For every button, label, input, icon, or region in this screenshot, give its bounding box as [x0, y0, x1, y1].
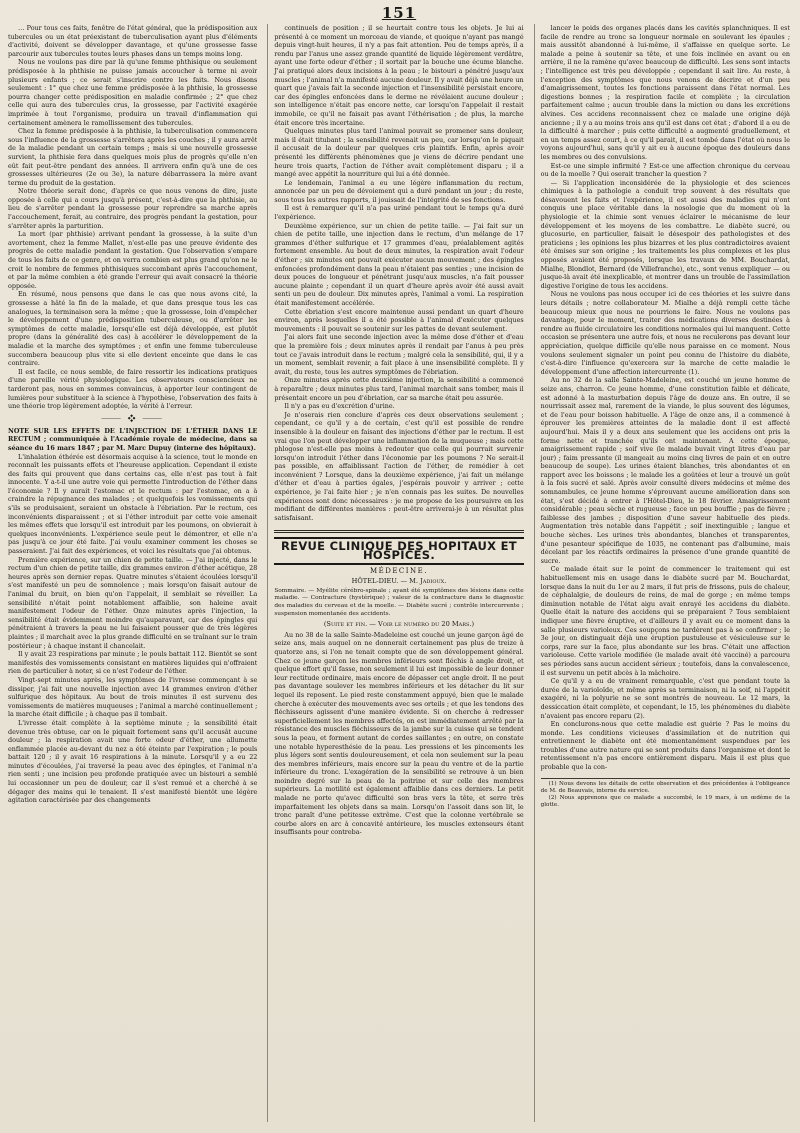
footnote: (2) Nous apprenons que ce malade a succombé, le 19 mars, à un œdème de la glotte. — [540, 795, 790, 809]
paragraph: Au no 32 de la salle Sainte-Madeleine, est couché un jeune homme de seize ans, charron. Ce jeune homme, d'une constitution faible et délicate, est adonné à la masturbation depuis l'âge de douze ans. En outre, il se nourrissait assez mal, rarement de la viande, le plus souvent des légumes, et de l'eau pour boisson habituelle. A l'âge de onze ans, il a commencé à éprouver les premières atteintes de la maladie dont il est affecté aujourd'hui. Mais il y a deux ans seulement que les accidens ont pris la forme nette et tranchée qu'ils ont maintenant. A cette époque, amaigrissement rapide ; soif vive (le malade buvait vingt litres d'eau par jour) ; faim pressante (il mangeait au moins cinq livres de pain et en outre beaucoup de soupe). Les urines étaient blanches, très abondantes et en rapport avec les boissons ; le malade les a goûtées et leur a trouvé un goût à la fois sucré et salé. Après avoir consulté divers médecins et même des somnambules, ce jeune homme s'éprouvant aucune amélioration dans son état, s'est décidé à entrer à l'Hôtel-Dieu, le 18 février. Amaigrissement considérable ; peau sèche et rugueuse ; face un peu bouffie ; pas de fièvre ; faiblesse des jambes ; disposition d'une saveur habituelle des pieds. Augmentation très notable dans l'appétit ; soif inextinguible ; langue et bouche sèches. Les urines très abondantes, blanches et transparentes, d'une pesanteur spécifique de 1035, ne contenant pas d'albumine, mais décelant par les réactifs ordinaires la présence d'une grande quantité de sucre. — [540, 376, 790, 565]
paragraph: L'inhalation éthérée est désormais acquise à la science, tout le monde en reconnaît les puissants effets et l'heureuse application. Cependant il existe des faits qui prouvent que dans certains cas, elle n'est pas tout à fait innocente. Y a-t-il une autre voie qui permette l'introduction de l'éther dans l'économie ? Il y aurait l'estomac et le rectum : par l'estomac, on a à craindre la répugnance des malades ; et quelquefois les vomissements qui s'ils se produisaient, seraient un obstacle à l'ébriation. Par le rectum, ces inconvénients disparaissent ; et si l'éther introduit par cette voie amenait les mêmes effets que lorsqu'il est introduit par les poumons, on obvierait à quelques inconvénients. L'expérience seule peut le démontrer, et elle n'a pas jusqu'à ce jour été faite. J'ai voulu examiner comment les choses se passeraient. J'ai fait des expériences, et voici les résultats que j'ai obtenus. — [8, 452, 258, 556]
paragraph: La mort (par phthisie) arrivant pendant la grossesse, à la suite d'un avortement, chez la femme Mallet, n'est-elle pas une preuve évidente des progrès de cette maladie pendant la gestation. Que l'observation s'empare de tous les faits de ce genre, et on verra combien est plus grand qu'on ne le croit le nombre de femmes phthisiques succombant après l'accouchement, et par la même combien a été grande l'erreur qui avait consacré la théorie opposée. — [8, 230, 258, 290]
paragraph: — Si l'application inconsidérée de la physiologie et des sciences chimiques à la pathologie a conduit trop souvent à des résultats que désavouent les faits et l'expérience, il est aussi des maladies qui n'ont conquis une place véritable dans la nosologie que du moment où la physiologie et la chimie sont venues éclairer le mécanisme de leur développement et les moyens de les combattre. Le diabète sucré, ou glucosurie, en particulier, faisait le désespoir des pathologistes et des praticiens ; les opinions les plus bizarres et les plus contradictoires avaient été émises sur son origine ; les traitements les plus complexes et les plus opposés avaient été proposés, lorsque les travaux de MM. Bouchardat, Mialhe, Blondlot, Bernard (de Villefranche), etc., sont venus expliquer — ou jusque-là avait été inexplicable, et montrer dans un trouble de l'assimilation digestive l'origine de tous les accidens. — [540, 178, 790, 290]
paragraph: En conclurons-nous que cette maladie est guérie ? Pas le moins du monde. Les conditions vicieuses d'assimilation et de nutrition qui entretiennent le diabète ont été momentanément suspendues par les troubles d'une autre nature qui se sont produits dans l'organisme et dont le retentissement n'a pas encore entièrement disparu. Mais il est plus que probable que la con- — [540, 720, 790, 772]
paragraph: Il est à remarquer qu'il n'a pas uriné pendant tout le temps qu'a duré l'expérience. — [274, 204, 524, 222]
paragraph: Ce qu'il y a eu de vraiment remarquable, c'est que pendant toute la durée de la varioloïde, et même après sa terminaison, ni la soif, ni l'appétit exagéré, ni la polyurie ne se sont montrés de nouveau. Le 12 mars, la dessiccation était complète, et cependant, le 15, les phénomènes du diabète n'avaient pas encore reparu (2). — [540, 677, 790, 720]
column-2 — [267, 24, 523, 1122]
footnotes — [541, 778, 790, 810]
page-number: 151 — [381, 4, 417, 22]
section-divider — [274, 530, 523, 533]
paragraph: Première expérience, sur un chien de petite taille. — J'ai injecté, dans le rectum d'un chien de petite taille, dix grammes environ d'éther acétique, 28 heures après son dernier repas. Quatre minutes s'étaient écoulées lorsqu'il s'est manifesté un peu de somnolence ; mais lorsqu'on faisait autour de l'animal du bruit, on bien qu'on l'appelait, il semblait se réveiller. La sensibilité n'était point notablement affaiblie, son haleine avait manifestement l'odeur de l'éther. Onze minutes après l'injection, la sensibilité était évidemment moindre qu'auparavant, car des épingles qui pénétraient à travers la peau ne lui faisaient pousser que de très légères plaintes ; il marchait avec la plus grande difficulté en se traînant sur le train postérieur ; à chaque instant il chancelait. — [8, 555, 258, 650]
summary: Sommaire. — Myélite cérébro-spinale ; ayant été symptômes des lésions dans cette maladie. — Contracture (hystérique) ; valeur de la contracture dans le diagnostic des maladies du cerveau et de la moelle. — Diabète sucré ; contrôle intercurrente ; suspension momentanée des accidents. — [274, 587, 524, 617]
section-title: REVUE CLINIQUE DES HOPITAUX ET HOSPICES. — [274, 537, 523, 564]
paragraph: Nous ne voulons pas dire par là qu'une femme phthisique ou seulement prédisposée à la phthisie ne puisse jamais accoucher à terme ni avoir plusieurs enfants ; ce serait s'inscrire contre les faits. Nous disons seulement : 1° que chez une femme prédisposée à la phthisie, la grossesse pourra changer cette prédisposition en maladie confirmée ; 2° que chez celle qui aura des tubercules crus, la grossesse, par l'activité exagérée imprimée à tout l'organisme, produira un travail d'inflammation qui certainement amènera le ramollissement des tubercules. — [8, 58, 258, 127]
paragraph: Nous ne voulons pas nous occuper ici de ces théories et les suivre dans leurs détails ; notre collaborateur M. Mialhe a déjà rempli cette tâche beaucoup mieux que nous ne pourrions le faire. Nous ne voulons pas davantage, pour le moment, traiter des médications diverses destinées à rendre au fluide circulatoire les conditions normales qui lui manquent. Cette occasion se présentera une autre fois, et nous ne reculerons pas devant leur appréciation, quelque difficile qu'elle nous paraisse en ce moment. Nous voulons seulement signaler un point peu connu de l'histoire du diabète, c'est-à-dire l'influence qu'exercera sur la marche de cette maladie le développement d'une affection intercurrente (1). — [540, 290, 790, 376]
paragraph: lancer le poids des organes placés dans les cavités splanchniques. Il est facile de rendre au tronc sa longueur normale en soulevant les épaules ; mais aussitôt abandonné à lui-même, il s'affaisse en quelque sorte. Le malade a peine à soutenir sa tête, et une fois inclinée en avant ou en arrière, il ne la ramène qu'avec beaucoup de difficulté. Les sens sont intacts ; l'intelligence est très peu développée ; cependant il sait lire. Au reste, à l'exception des symptômes que nous venons de décrire et d'un peu d'amaigrissement, toutes les fonctions paraissent dans l'état normal. Les digestions bonnes ; la respiration facile et complète ; la circulation parfaitement calme ; aucun trouble dans la miction ou dans les excrétions alvines. Ces accidens reconnaissent chez ce malade une origine déjà ancienne ; il y a au moins trois ans qu'il est dans cet état ; d'abord il a eu de la difficulté à marcher ; puis cette difficulté a augmenté graduellement, et en un temps assez court, à ce qu'il parait, il est tombé dans l'état où nous le voyons aujourd'hui, sans qu'il y ait eu à aucune époque des douleurs dans les membres ou des convulsions. — [540, 24, 790, 161]
paragraph: Deuxième expérience, sur un chien de petite taille. — J'ai fait sur un chien de petite taille, une injection dans le rectum, d'un mélange de 17 grammes d'éther sulfurique et 17 grammes d'eau, préalablement agités fortement ensemble. Au bout de deux minutes, la respiration avait l'odeur d'éther ; six minutes ont pouvait exécuter aucun mouvement ; des épingles enfoncées profondément dans la peau n'étaient pas senties ; une incision de deux pouces de longueur et pénétrant jusqu'aux muscles, n'a fait pousser aucune plainte ; cependant il un quart d'heure après avoir été aussi avait senti un peu de douleur. Dix minutes après, l'animal a vomi. La respiration était manifestement accélérée. — [274, 221, 524, 307]
column-3 — [534, 24, 790, 1122]
paragraph: continuels de position ; il se heurtait contre tous les objets. Je lui ai présenté à ce moment un morceau de viande, et quoique n'ayant pas mangé depuis vingt-huit heures, il n'y a pas fait attention. Peu de temps après, il a rendu par l'anus une assez grande quantité de liquide légèrement verdâtre, ayant une forte odeur d'éther ; il sortait par la bouche une écume blanche. J'ai pratiqué alors deux incisions à la peau ; le bistouri a pénétré jusqu'aux muscles ; l'animal n'a manifesté aucune douleur. Il y avait déjà une heure un quart que j'avais fait la seconde injection et l'insensibilité persistait encore, car des épingles enfoncées dans le derme ne révélaient aucune douleur ; son intelligence n'était pas encore nette, car lorsqu'on l'appelait il restait immobile, ce qu'il ne faisait pas avant l'éthérisation ; de plus, la marche était encore très incertaine. — [274, 24, 524, 127]
paragraph: Onze minutes après cette deuxième injection, la sensibilité a commencé à reparaître ; deux minutes plus tard, l'animal marchait sans tomber, mais il présentait encore un peu d'ébriation, car sa marche était peu assurée. — [274, 376, 524, 402]
section-subtitle: MÉDECINE. — [369, 566, 429, 575]
section-ornament: ⸻ ❖ ⸻ — [101, 413, 165, 423]
paragraph: Il est facile, ce nous semble, de faire ressortir les indications pratiques d'une pareille vérité physiologique. Les observateurs consciencieux ne tarderont pas, nous en sommes convaincus, à apporter leur contingent de lumières pour substituer à la science à l'hypothèse, l'observation des faits à une théorie trop légèrement adoptée, la vérité à l'erreur. — [8, 367, 258, 411]
article-title: NOTE SUR LES EFFETS DE L'INJECTION DE L'ÉTHER DANS LE RECTUM ; communiquée à l'Académie royale de médecine, dans sa séance du 16 mars 1847 ; par M. Marc Dupuy (interne des hôpitaux). — [8, 426, 258, 452]
hospital-service-heading: HÔTEL-DIEU. — M. Jadioux. — [351, 577, 447, 586]
paragraph: Au no 38 de la salle Sainte-Madeleine est couché un jeune garçon âgé de seize ans, mais auquel on ne donnerait certainement pas plus de treize à quatorze ans, si l'on ne tenait compte que de son développement général. Chez ce jeune garçon les membres inférieurs sont fléchis à angle droit, et quelque effort qu'il fasse, non seulement il lui est impossible de leur donner leur rectitude ordinaire, mais encore de dépasser cet angle droit. Il ne peut pas davantage soulever les membres inférieurs et les détacher du lit sur lequel ils reposent. Le pied reste constamment appuyé, bien que le malade cherche à exécuter des mouvements avec ses orteils ; et que les tendons des fléchisseurs agissent d'une manière évidente. Si on cherche à redresser superficiellement les membres affectés, on est immédiatement arrêté par la résistance des muscles fléchisseurs de la jambe sur la cuisse qui se tendent sous la peau, et forment autant de cordes saillantes ; en outre, on constate une notable hyperesthésie de la peau. Les pressions et les pincements les plus légers sont sentis douloureusement, et cela non seulement sur la peau des membres inférieurs, mais encore sur la peau du ventre et de la partie inférieure du tronc. L'exagération de la sensibilité se retrouve à un bien moindre degré sur la peau de la poitrine et sur celle des membres supérieurs. La motilité est également affaiblie dans ces derniers. Le petit malade ne porte qu'avec difficulté son bras vers la tête, et serre très imparfaitement les objets dans sa main. Lorsqu'on l'assoit dans son lit, le tronc paraît d'une petitesse extrême. C'est que la colonne vertébrale se courbe alors en arc à concavité antérieure, les muscles extenseurs étant insuffisants pour contreba- — [274, 630, 524, 837]
paragraph: Notre théorie serait donc, d'après ce que nous venons de dire, juste opposée à celle qui a cours jusqu'à présent, c'est-à-dire que la phthisie, au lieu de s'arrêter pendant la grossesse pour reprendre sa marche après l'accouchement, ferait, au contraire, des progrès pendant la gestation, pour s'arrêter après la parturition. — [8, 187, 258, 230]
paragraph: Quelques minutes plus tard l'animal pouvait se promener sans douleur, mais il était titubant ; la sensibilité revenait un peu, car lorsqu'on le piquait il accusait de la douleur par quelques cris plaintifs. Enfin, après avoir présenté les différents phénomènes que je viens de décrire pendant une heure trois quarts, l'action de l'éther avait complètement disparu ; il a mangé avec appétit la nourriture qui lui a été donnée. — [274, 127, 524, 179]
paragraph: En résumé, nous pensons que dans le cas que nous avons cité, la grossesse a hâté la fin de la malade, et que dans presque tous les cas analogues, la terminaison sera la même ; que la grossesse, loin d'empêcher le développement d'une prédisposition tuberculeuse, ou d'arrêter les symptômes de cette maladie, lorsqu'elle est déjà développée, est plutôt propre (dans la généralité des cas) à accélérer le développement de la maladie et la marche des symptômes ; et enfin une femme tuberculeuse succombera beaucoup plus vite si elle devient enceinte que dans le cas contraire. — [8, 290, 258, 368]
paragraph: Ce malade était sur le point de commencer le traitement qui est habituellement mis en usage dans le diabète sucré par M. Bouchardat, lorsque dans la nuit du 1er au 2 mars, il fut pris de frissons, puis de chaleur, de céphalalgie, de douleurs de reins, de mal de gorge ; en même temps diminution notable de l'état aigu avait enrayé les accidens du diabète. Quelle était la nature des accidens qui se préparaient ? Tous semblaient indiquer une fièvre éruptive, et d'ailleurs il y avait eu ce moment dans la salle plusieurs varioleux. Ces soupçons ne tardèrent pas à se confirmer ; le 3e jour, on distinguait déjà une éruption pustuleuse et vésiculeuse sur le corps, rare sur la face, plus abondante sur les bras. C'était une affection varioleuse. Cette variole modifiée (le malade avait été vacciné) a parcouru ses périodes sans aucun accident sérieux ; toutefois, dans la convalescence, il est survenu un petit abcès à la mâchoire. — [540, 565, 790, 677]
columns — [8, 24, 790, 1122]
paragraph: Il n'y a pas eu d'excrétion d'urine. — [284, 402, 395, 411]
paragraph: Vingt-sept minutes après, les symptômes de l'ivresse commençant à se dissiper, j'ai fait une nouvelle injection avec 14 grammes environ d'éther sulfurique des hôpitaux. Au bout de trois minutes il est survenu des vomissements de matières muqueuses ; l'animal a marché continuellement ; la marche était difficile ; à chaque pas il tombait. — [8, 675, 258, 719]
column-1 — [8, 24, 257, 1122]
paragraph: L'ivresse était complète à la septième minute ; la sensibilité était devenue très obtuse, car on le piquait fortement sans qu'il accusât aucune douleur ; la respiration avait une forte odeur d'éther, une allumette enflammée placée au-devant du nez a été éteinte par l'expiration ; le pouls battait 120 ; il y avait 16 respirations à la minute. Lorsqu'il y a eu 22 minutes d'écoulées, j'ai traversé la peau avec des épingles, et l'animal n'a rien senti ; une incision peu profonde pratiquée avec un bistouri a semblé lui occasionner un peu de douleur, car il s'est remué et a cherché à se dégager des mains qui le tenaient. Il s'est manifesté bientôt une légère agitation caractérisée par des changements — [8, 718, 258, 805]
paragraph: … Pour tous ces faits, fenêtre de l'état général, que la prédisposition aux tubercules ou un état préexistant de tuberculisation ayant plus d'éléments d'activité, doivent se développer davantage, et qu'une grossesse fasse parcourir aux tubercules toutes leurs phases dans un temps moins long. — [8, 24, 258, 58]
paragraph: Est-ce une simple infirmité ? Est-ce une affection chronique du cerveau ou de la moelle ? Qui oserait trancher la question ? — [540, 161, 790, 179]
paragraph: Je n'oserais rien conclure d'après ces deux observations seulement ; cependant, ce qu'il y a de certain, c'est qu'il est possible de rendre insensible à la douleur en faisant des injections d'éther par le rectum. Il est vrai que l'on peut développer une inflammation de la muqueuse ; mais cette phlogose n'est-elle pas moins à redouter que celle qui pourrait survenir lorsqu'on introduit l'éther dans l'économie par les poumons ? Ne serait-il pas possible, en affaiblissant l'action de l'éther, de remédier à cet inconvénient ? Lorsque, dans la deuxième expérience, j'ai fait un mélange d'éther et d'eau à parties égales, j'espérais pouvoir y arriver ; cette expérience, je l'ai faite hier ; je n'en connais pas les suites. De nouvelles expériences sont donc nécessaires : je me propose de les poursuivre en les modifiant de différentes manières : peut-être arriverai-je à un résultat plus satisfaisant. — [274, 410, 524, 522]
footnote: (1) Nous devons les détails de cette observation et des précédentes à l'obligeance de M. de Beauvais, interne du service. — [540, 780, 790, 794]
paragraph: Cette ébriation s'est encore maintenue aussi pendant un quart d'heure environ, après lesquelles il a été possible à l'animal d'exécuter quelques mouvements : il pouvait se soutenir sur les pattes de devant seulement. — [274, 307, 524, 333]
paragraph: Il y avait 23 respirations par minute ; le pouls battait 112. Bientôt se sont manifestés des vomissements consistant en matières liquides qui n'offraient rien de particulier à noter, si ce n'est l'odeur de l'éther. — [8, 650, 258, 676]
paragraph: Chez la femme prédisposée à la phthisie, la tuberculisation commencera sous l'influence de la grossesse s'arrêtera après les couches ; il y aura arrêt de la maladie pendant un certain temps ; mais si une nouvelle grossesse survient, la phthisie fera dans quelques mois plus de progrès qu'elle n'en eût fait peut-être pendant des années. Il arrivera enfin qu'à une de ces grossesses ultérieures (2e ou 3e), la nature débarrassera la mère avant terme du produit de la gestation. — [8, 127, 258, 187]
continuation-note: (Suite et fin. — Voir le numéro du 20 Mars.) — [323, 620, 475, 629]
paragraph: J'ai alors fait une seconde injection avec la même dose d'éther et d'eau que la première fois ; deux minutes après il rendait par l'anus à peu près tout ce j'avais introduit dans le rectum ; malgré cela la sensibilité, qui, il y a un moment, semblait revenir, a fait place à une insensibilité complète. Il y avait, du reste, tous les autres symptômes de l'ébriation. — [274, 333, 524, 376]
paragraph: Le lendemain, l'animal a eu une légère inflammation du rectum, annoncée par un peu de dévoiement qui a duré pendant un jour ; du reste, sous tous les autres rapports, il jouissait de l'intégrité de ses fonctions. — [274, 178, 524, 204]
